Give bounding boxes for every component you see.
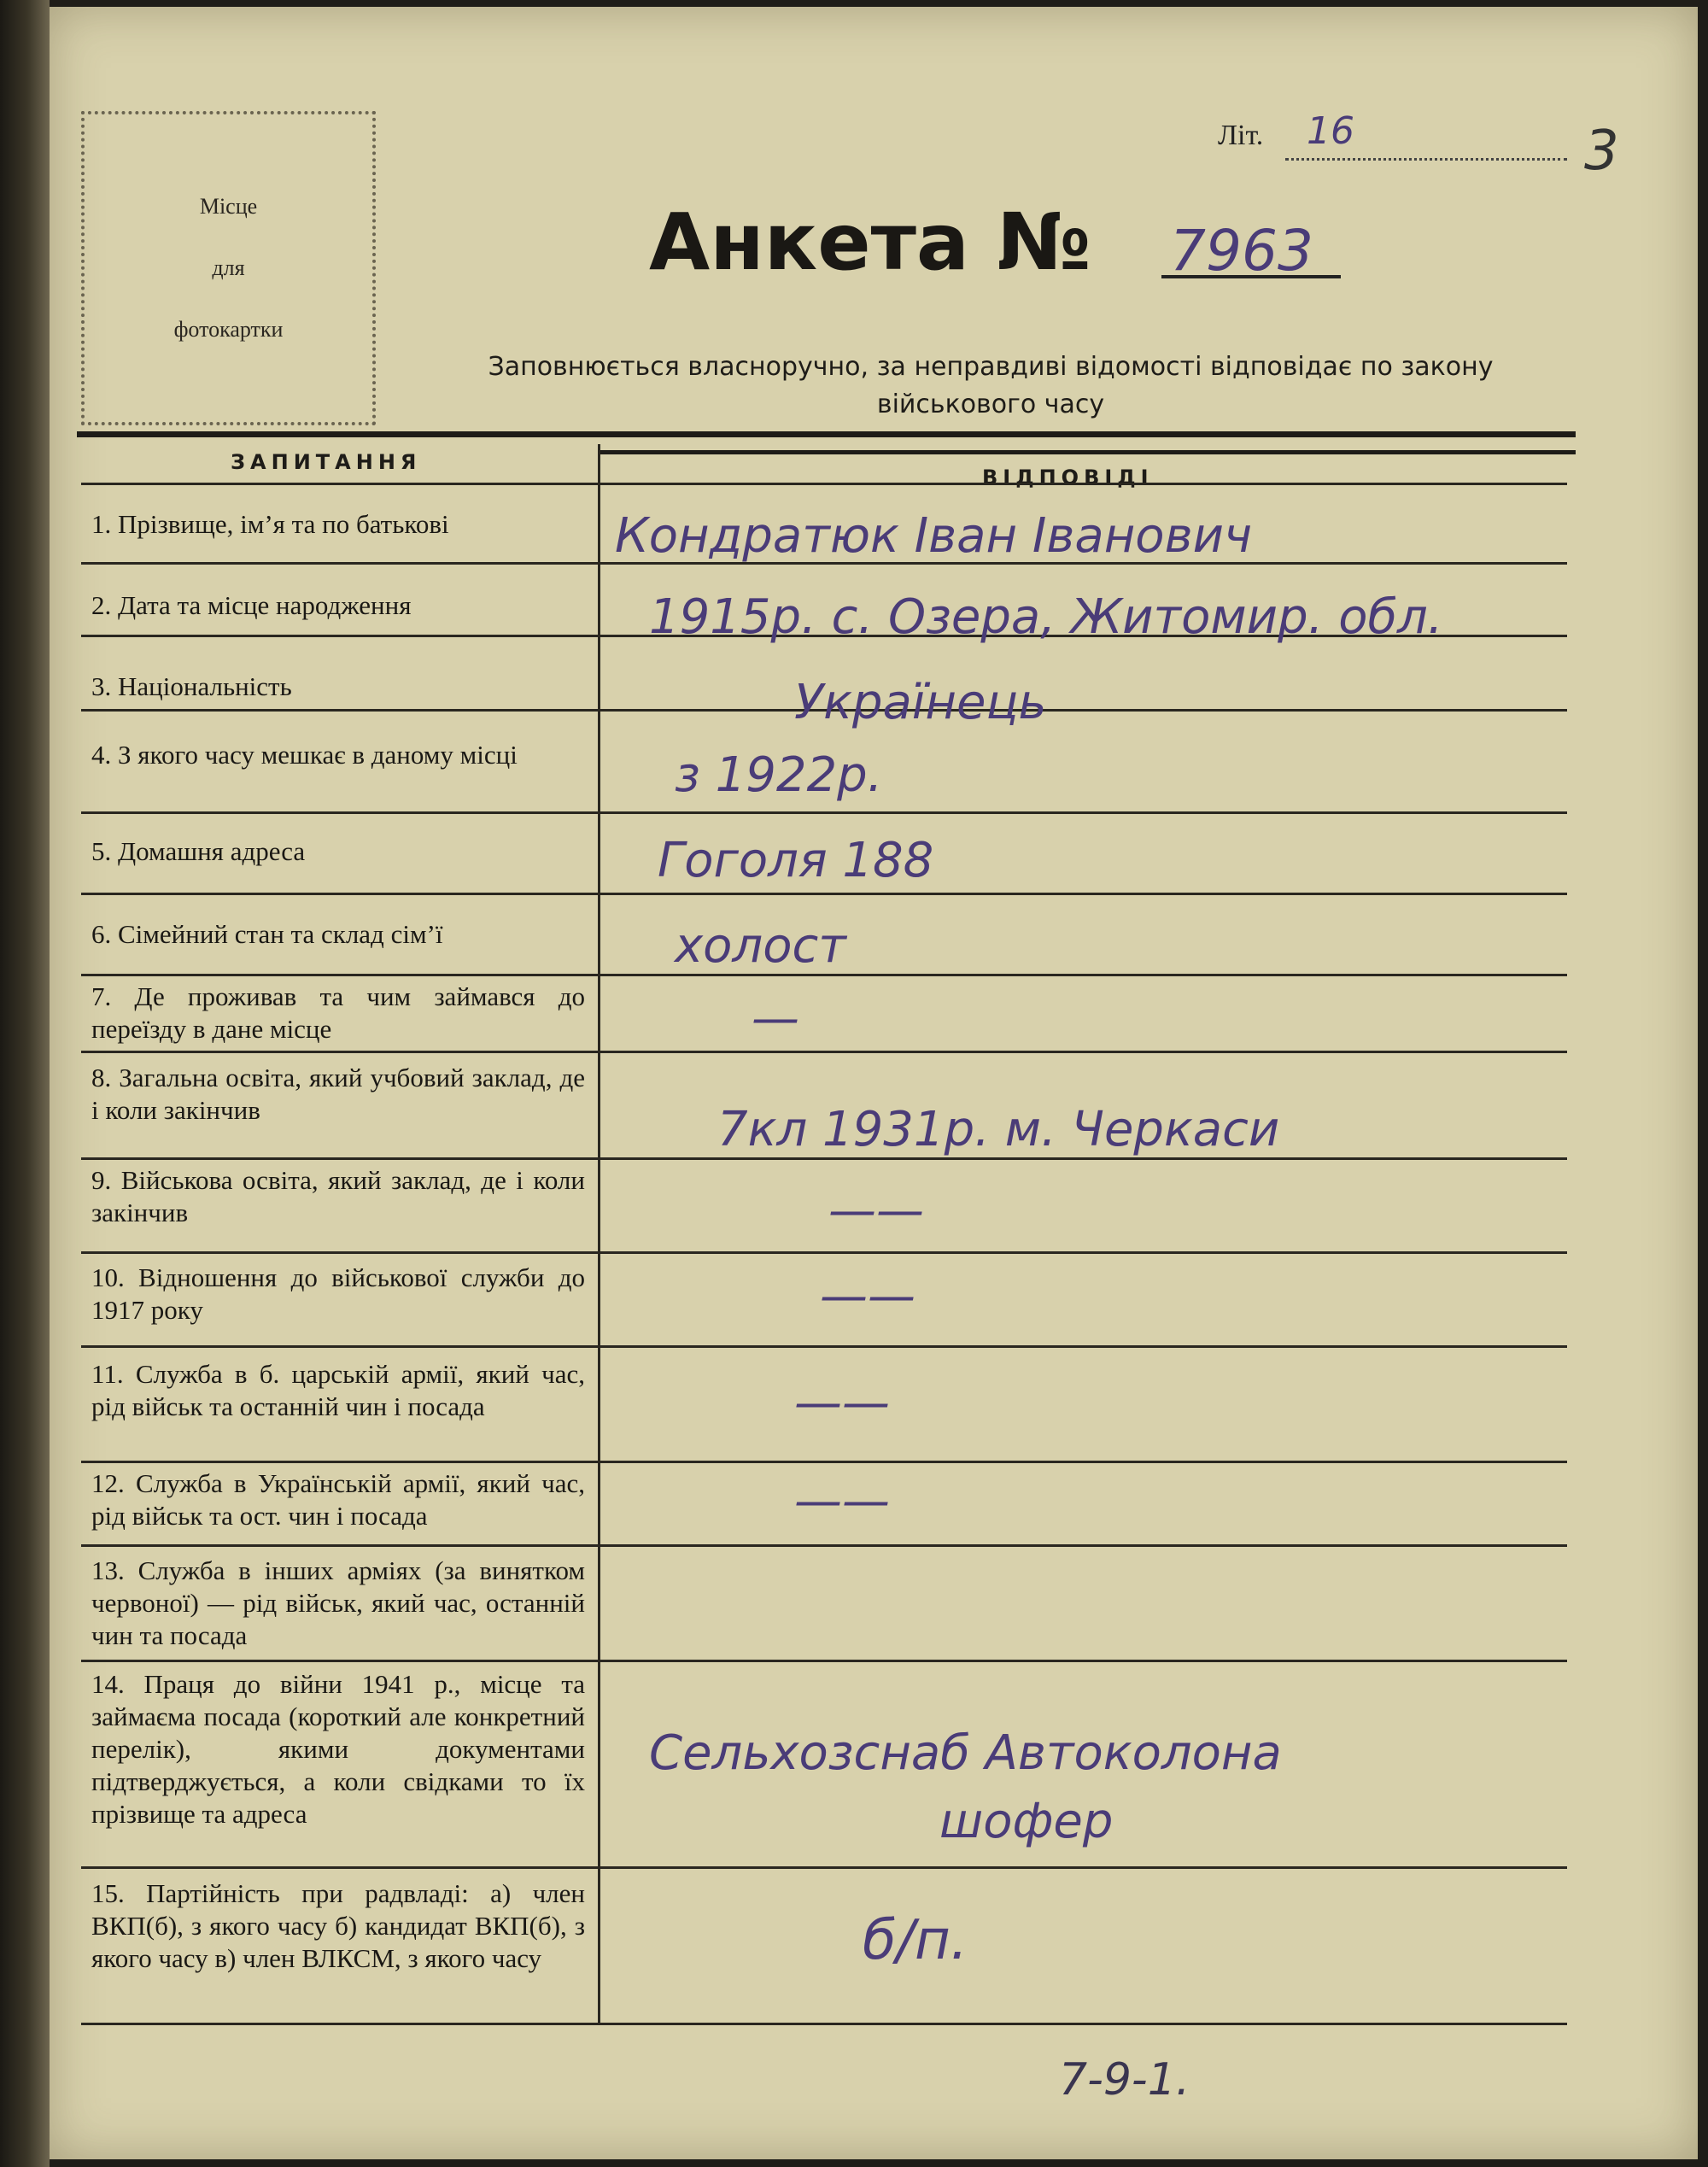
question-7: 7. Де проживав та чим займався до переїзду в дане місце xyxy=(91,981,585,1044)
row-separator xyxy=(81,1251,1567,1254)
answer-4: з 1922р. xyxy=(675,747,883,803)
row-separator xyxy=(81,1051,1567,1053)
photo-line-3: фотокартки xyxy=(173,317,284,342)
question-15: 15. Партійність при радвладі: а) член ВКП(б), з якого часу б) кандидат ВКП(б), з якого часу в) член ВЛКСМ, з якого часу xyxy=(91,1878,585,1973)
row-separator xyxy=(81,483,1567,485)
header-questions: ЗАПИТАННЯ xyxy=(231,450,422,474)
form-number: 7963 xyxy=(1170,218,1313,284)
answer-6: холост xyxy=(675,918,846,974)
subtitle: Заповнюється власноручно, за неправдиві відомості відповідає по закону військового часу xyxy=(488,352,1494,419)
corner-number: 3 xyxy=(1584,120,1619,183)
question-9: 9. Військова освіта, який заклад, де і коли закінчив xyxy=(91,1165,585,1227)
answer-9: —— xyxy=(828,1183,924,1239)
page-title: Анкета № xyxy=(649,196,1091,288)
footer-mark: 7-9-1. xyxy=(1059,2054,1190,2106)
answer-2: 1915р. с. Озера, Житомир. обл. xyxy=(649,589,1443,645)
answer-8: 7кл 1931р. м. Черкаси xyxy=(717,1102,1280,1157)
question-12: 12. Служба в Українській армії, який час, рід військ та ост. чин і посада xyxy=(91,1468,585,1531)
question-1: 1. Прізвище, ім’я та по батькові xyxy=(91,509,449,539)
row-separator xyxy=(81,893,1567,895)
question-2: 2. Дата та місце народження xyxy=(91,590,412,620)
sheet-label: Літ. xyxy=(1218,120,1264,151)
top-rule xyxy=(77,431,1576,437)
question-10: 10. Відношення до військової служби до 1917 року xyxy=(91,1262,585,1325)
row-separator xyxy=(81,1461,1567,1463)
binding-edge xyxy=(0,0,50,2167)
photo-line-1: Місце xyxy=(199,194,258,219)
answer-12: —— xyxy=(794,1473,890,1529)
question-6: 6. Сімейний стан та склад сім’ї xyxy=(91,919,443,949)
row-separator xyxy=(81,974,1567,976)
question-13: 13. Служба в інших арміях (за винятком червоної) — рід військ, який час, останній чин та посада xyxy=(91,1555,585,1650)
answer-1: Кондратюк Іван Іванович xyxy=(615,508,1253,564)
row-separator xyxy=(81,2023,1567,2025)
answer-14: Сельхозснаб Автоколона xyxy=(649,1725,1282,1781)
question-8: 8. Загальна освіта, який учбовий заклад, де і коли закінчив xyxy=(91,1063,585,1125)
row-separator xyxy=(81,1544,1567,1547)
question-5: 5. Домашня адреса xyxy=(91,836,306,866)
row-separator xyxy=(81,1157,1567,1160)
row-separator xyxy=(81,1660,1567,1662)
answer-10: —— xyxy=(820,1268,915,1324)
answer-15: б/п. xyxy=(863,1909,968,1972)
answer-14-position: шофер xyxy=(939,1794,1114,1849)
question-4: 4. З якого часу мешкає в даному місці xyxy=(91,740,518,770)
answer-5: Гоголя 188 xyxy=(658,833,934,888)
row-separator xyxy=(81,1866,1567,1869)
header-answers: ВІДПОВІДІ xyxy=(982,466,1154,489)
answer-7: — xyxy=(752,991,799,1046)
row-separator xyxy=(81,1345,1567,1348)
row-separator xyxy=(81,811,1567,814)
answer-3: Українець xyxy=(794,675,1047,730)
sheet-number: 16 xyxy=(1307,109,1354,153)
column-divider xyxy=(598,444,600,2024)
sheet-line xyxy=(1285,158,1567,161)
answer-11: —— xyxy=(794,1375,890,1431)
question-11: 11. Служба в б. царській армії, який час, рід військ та останній чин і посада xyxy=(91,1359,585,1421)
photo-placeholder xyxy=(81,111,376,425)
question-14: 14. Праця до війни 1941 р., місце та займаєма посада (короткий але конкретний перелік), якими документами підтверджується, а коли свідками то їх прізвище та адреса xyxy=(91,1669,585,1829)
question-3: 3. Національність xyxy=(91,671,292,701)
photo-line-2: для xyxy=(212,255,245,280)
answers-rule xyxy=(598,450,1576,454)
